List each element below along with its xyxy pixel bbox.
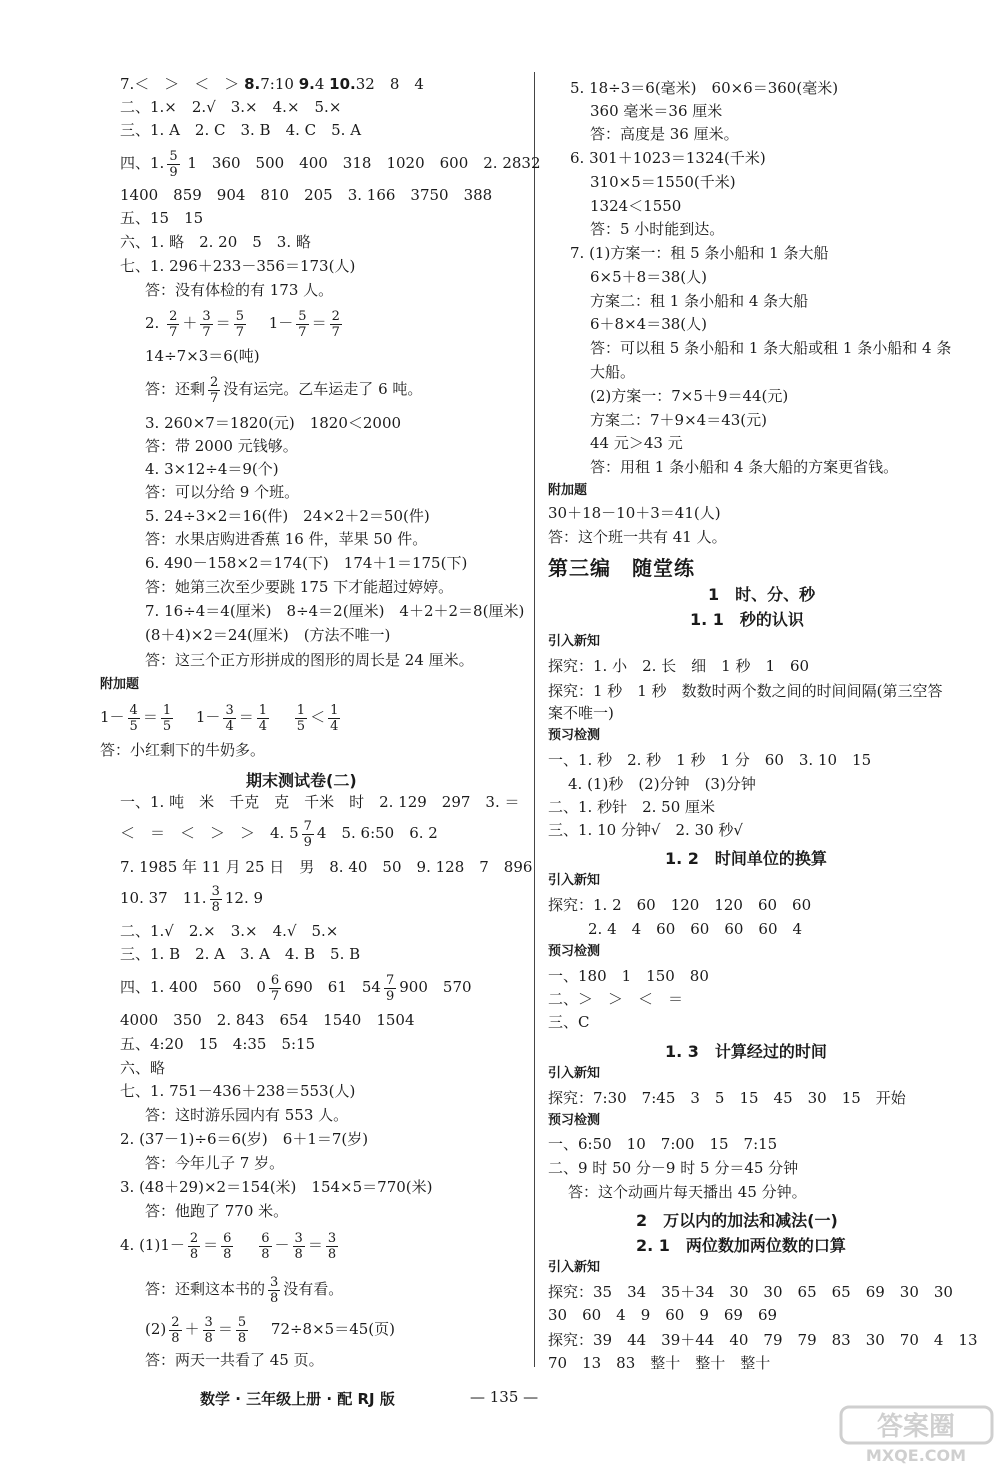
answer-line: 答：这个动画片每天播出 45 分钟。 bbox=[568, 1183, 807, 1201]
answer-line: 7. 16÷4＝4(厘米) 8÷4＝2(厘米) 4＋2＋2＝8(厘米) bbox=[145, 602, 525, 620]
answer-line: 一、180 1 150 80 bbox=[548, 967, 709, 985]
answer-line: 探究：35 34 35＋34 30 30 65 65 69 30 30 bbox=[548, 1283, 953, 1301]
answer-line: 答：她第三次至少要跳 175 下才能超过婷婷。 bbox=[145, 578, 454, 596]
numerator: 5 bbox=[298, 308, 307, 324]
fraction bbox=[330, 309, 342, 340]
answer-line: 7. (1)方案一：租 5 条小船和 1 条大船 bbox=[570, 244, 829, 262]
answer-line: 2. (37－1)÷6＝6(岁) 6＋1＝7(岁) bbox=[120, 1130, 369, 1148]
fraction bbox=[293, 1231, 305, 1262]
fraction bbox=[167, 149, 179, 180]
answer-line: 案不唯一) bbox=[548, 704, 614, 722]
answer-line: 探究：7:30 7:45 3 5 15 45 30 15 开始 bbox=[548, 1089, 906, 1107]
answer-line: 七、1. 296＋233－356＝173(人) bbox=[120, 257, 356, 275]
page-number: — 135 — bbox=[470, 1388, 539, 1406]
answer-line: 答：5 小时能到达。 bbox=[590, 220, 725, 238]
answer-line: 二、＞ ＞ ＜ ＝ bbox=[548, 990, 684, 1008]
fraction bbox=[257, 703, 269, 734]
fraction bbox=[200, 309, 212, 340]
answer-line: 二、1.√ 2.× 3.× 4.√ 5.× bbox=[120, 922, 339, 940]
numerator: 2 bbox=[331, 308, 340, 324]
fraction bbox=[188, 1231, 200, 1262]
text: 四、1. bbox=[120, 154, 165, 172]
text: 4 bbox=[314, 75, 325, 93]
text: 7.＜ ＞ ＜ ＞ bbox=[120, 75, 240, 93]
numerator: 6 bbox=[223, 1230, 232, 1246]
answer-line: 44 元＞43 元 bbox=[590, 434, 683, 452]
numerator: 1 bbox=[296, 702, 306, 718]
numerator: 5 bbox=[237, 1314, 247, 1330]
denominator: 8 bbox=[223, 1246, 232, 1262]
denominator: 7 bbox=[270, 988, 280, 1004]
numerator: 6 bbox=[270, 972, 280, 988]
numerator: 3 bbox=[294, 1230, 303, 1246]
answer-line: 4000 350 2. 843 654 1540 1504 bbox=[120, 1011, 415, 1029]
numerator: 1 bbox=[330, 702, 339, 718]
answer-line: 答：两天一共看了 45 页。 bbox=[145, 1351, 324, 1369]
numerator: 1 bbox=[162, 702, 172, 718]
answer-line bbox=[120, 966, 472, 1008]
section-label: 引入新知 bbox=[548, 873, 601, 888]
answer-line: 1－ $\frac{4}{5}$ ＝ $\frac{1}{5}$ 1－ $\frac{3}{4}$ ＝ $\frac{1}{4}$ $\frac{1}{5}$ ＜ $\frac{1}{4}$ bbox=[100, 702, 339, 734]
denominator: 9 bbox=[303, 834, 312, 850]
fraction bbox=[236, 1315, 248, 1346]
text: 72÷8×5＝45(页) bbox=[270, 1320, 396, 1338]
answer-line: 6. 490－158×2＝174(下) 174＋1＝175(下) bbox=[145, 554, 468, 572]
answer-line: 答：这时游乐园内有 553 人。 bbox=[145, 1106, 349, 1124]
answer-line: 五、15 15 bbox=[120, 209, 204, 227]
answer-line: 六、1. 略 2. 20 5 3. 略 bbox=[120, 233, 311, 251]
answer-line: 7. 1985 年 11 月 25 日 男 8. 40 50 9. 128 7 896 bbox=[120, 858, 533, 876]
text: 没有运完。乙车运走了 6 吨。 bbox=[223, 380, 423, 398]
denominator: 7 bbox=[202, 324, 211, 340]
section-label: 引入新知 bbox=[548, 1066, 601, 1081]
answer-line: 答：小红剩下的牛奶多。 bbox=[100, 741, 266, 759]
text: 690 61 54 bbox=[284, 978, 381, 996]
num: 10. bbox=[329, 75, 356, 93]
answer-line: 310×5＝1550(千米) bbox=[590, 173, 736, 191]
answer-line: 答：高度是 36 厘米。 bbox=[590, 125, 739, 143]
numerator: 3 bbox=[204, 1314, 213, 1330]
answer-line: 五、4:20 15 4:35 5:15 bbox=[120, 1035, 316, 1053]
answer-line: 3. (48＋29)×2＝154(米) 154×5＝770(米) bbox=[120, 1178, 433, 1196]
answer-line: (8＋4)×2＝24(厘米) (方法不唯一) bbox=[145, 626, 391, 644]
denominator: 4 bbox=[225, 718, 234, 734]
answer-line: 答：这个班一共有 41 人。 bbox=[548, 528, 727, 546]
answer-line: 答：他跑了 770 米。 bbox=[145, 1202, 289, 1220]
answer-line: 一、6:50 10 7:00 15 7:15 bbox=[548, 1135, 778, 1153]
answer-line: 答：可以租 5 条小船和 1 条大船或租 1 条小船和 4 条 bbox=[590, 339, 952, 357]
answer-line: 三、C bbox=[548, 1013, 590, 1031]
denominator: 5 bbox=[162, 718, 172, 734]
text: 2. bbox=[145, 314, 160, 332]
section-title: 1. 1 秒的认识 bbox=[690, 610, 804, 629]
text: 4. (1)1－ bbox=[120, 1236, 185, 1254]
denominator: 8 bbox=[189, 1246, 199, 1262]
answer-line bbox=[120, 74, 424, 94]
answer-line: 方案二：租 1 条小船和 4 条大船 bbox=[590, 292, 809, 310]
answer-line: 4. 3×12÷4＝9(个) bbox=[145, 460, 279, 478]
section-title: 2. 1 两位数加两位数的口算 bbox=[636, 1236, 846, 1255]
fraction bbox=[210, 884, 222, 915]
answer-line: 30 60 4 9 60 9 69 69 bbox=[548, 1306, 778, 1324]
answer-line: 答：这三个正方形拼成的图形的周长是 24 厘米。 bbox=[145, 651, 474, 669]
denominator: 7 bbox=[210, 390, 219, 406]
answer-line: 二、9 时 50 分－9 时 5 分＝45 分钟 bbox=[548, 1159, 799, 1177]
fraction bbox=[167, 309, 179, 340]
answer-line: 30＋18－10＋3＝41(人) bbox=[548, 504, 721, 522]
answer-line: 6＋8×4＝38(人) bbox=[590, 315, 707, 333]
denominator: 7 bbox=[235, 324, 244, 340]
num: 9. bbox=[298, 75, 315, 93]
answer-line: 探究：39 44 39＋44 40 79 79 83 30 70 4 13 bbox=[548, 1331, 978, 1349]
text: (2) bbox=[145, 1320, 167, 1338]
denominator: 5 bbox=[296, 718, 306, 734]
denominator: 8 bbox=[204, 1330, 213, 1346]
answer-line: 360 毫米＝36 厘米 bbox=[590, 102, 723, 120]
section-label: 预习检测 bbox=[548, 1113, 601, 1128]
answer-line: 5. 24÷3×2＝16(件) 24×2＋2＝50(件) bbox=[145, 507, 430, 525]
numerator: 5 bbox=[235, 308, 244, 324]
fraction bbox=[221, 1231, 233, 1262]
denominator: 5 bbox=[129, 718, 138, 734]
denominator: 7 bbox=[169, 324, 178, 340]
fraction bbox=[328, 703, 340, 734]
fraction bbox=[326, 1231, 338, 1262]
answer-line: 一、1. 吨 米 千克 克 千米 时 2. 129 297 3. ＝ bbox=[120, 793, 520, 811]
fraction bbox=[259, 1231, 271, 1262]
numerator: 2 bbox=[169, 308, 178, 324]
text: 答：还剩 bbox=[145, 380, 206, 398]
numerator: 5 bbox=[169, 148, 178, 164]
answer-line: 一、1. 秒 2. 秒 1 秒 1 分 60 3. 10 15 bbox=[548, 751, 872, 769]
watermark-url: MXQE.COM bbox=[865, 1446, 967, 1465]
numerator: 4 bbox=[129, 702, 138, 718]
section-title: 期末测试卷(二) bbox=[246, 771, 357, 790]
section-label: 引入新知 bbox=[548, 1260, 601, 1275]
fraction bbox=[296, 309, 308, 340]
fraction bbox=[161, 703, 173, 734]
answer-line: 1400 859 904 810 205 3. 166 3750 388 bbox=[120, 186, 493, 204]
text: ＜ ＝ ＜ ＞ ＞ 4. 5 bbox=[120, 824, 299, 842]
section-label: 附加题 bbox=[100, 677, 140, 692]
answer-line: 三、1. A 2. C 3. B 4. C 5. A bbox=[120, 121, 362, 139]
denominator: 8 bbox=[237, 1330, 247, 1346]
answer-line: (2)方案一：7×5＋9＝44(元) bbox=[590, 387, 789, 405]
numerator: 3 bbox=[202, 308, 211, 324]
column-divider bbox=[534, 72, 535, 1367]
part-title: 第三编 随堂练 bbox=[548, 556, 695, 580]
chapter-title: 1 时、分、秒 bbox=[708, 585, 816, 604]
text: 12. 9 bbox=[224, 889, 264, 907]
numerator: 1 bbox=[258, 702, 268, 718]
denominator: 8 bbox=[327, 1246, 337, 1262]
denominator: 4 bbox=[330, 718, 339, 734]
text: 900 570 bbox=[399, 978, 472, 996]
answer-line: 二、1. 秒针 2. 50 厘米 bbox=[548, 798, 716, 816]
numerator: 3 bbox=[327, 1230, 337, 1246]
fraction bbox=[295, 703, 307, 734]
fraction bbox=[223, 703, 235, 734]
section-title: 1. 2 时间单位的换算 bbox=[665, 849, 827, 868]
fraction bbox=[234, 309, 246, 340]
watermark-text: 答案圈 bbox=[876, 1412, 956, 1442]
answer-line: 70 13 83 整十 整十 整十 bbox=[548, 1354, 771, 1372]
answer-line: 三、1. B 2. A 3. A 4. B 5. B bbox=[120, 945, 361, 963]
denominator: 9 bbox=[169, 164, 178, 180]
fraction bbox=[268, 1275, 280, 1306]
answer-line: 答：带 2000 元钱够。 bbox=[145, 437, 298, 455]
answer-line: 七、1. 751－436＋238＝553(人) bbox=[120, 1082, 356, 1100]
denominator: 8 bbox=[294, 1246, 303, 1262]
fraction bbox=[128, 703, 140, 734]
answer-line: 探究：1 秒 1 秒 数数时两个数之间的时间间隔(第三空答 bbox=[548, 682, 943, 700]
answer-line: 三、1. 10 分钟√ 2. 30 秒√ bbox=[548, 821, 743, 839]
answer-line bbox=[145, 368, 422, 410]
answer-line: 5. 18÷3＝6(毫米) 60×6＝360(毫米) bbox=[570, 79, 839, 97]
footer-book-info: 数学 · 三年级上册 · 配 RJ 版 bbox=[200, 1390, 395, 1408]
numerator: 7 bbox=[385, 972, 395, 988]
numerator: 2 bbox=[171, 1314, 180, 1330]
text: 没有看。 bbox=[283, 1280, 344, 1298]
answer-line: 2. 4 4 60 60 60 60 4 bbox=[588, 920, 803, 938]
answer-line bbox=[145, 1268, 343, 1310]
section-label: 预习检测 bbox=[548, 944, 601, 959]
answer-line: 探究：1. 2 60 120 120 60 60 bbox=[548, 896, 812, 914]
fraction bbox=[302, 819, 314, 850]
numerator: 3 bbox=[270, 1274, 279, 1290]
denominator: 7 bbox=[298, 324, 307, 340]
numerator: 2 bbox=[189, 1230, 199, 1246]
numerator: 6 bbox=[261, 1230, 270, 1246]
answer-line: 6. 301＋1023＝1324(千米) bbox=[570, 149, 766, 167]
section-label: 预习检测 bbox=[548, 728, 601, 743]
answer-line: 4. (1)秒 (2)分钟 (3)分钟 bbox=[568, 775, 756, 793]
answer-line: 14÷7×3＝6(吨) bbox=[145, 347, 260, 365]
denominator: 8 bbox=[211, 899, 220, 915]
numerator: 7 bbox=[303, 818, 312, 834]
answer-line: (2) $\frac{2}{8}$ ＋ $\frac{3}{8}$ ＝ $\frac{5}{8}$ 72÷8×5＝45(页) bbox=[145, 1314, 396, 1346]
answer-line: 方案二：7＋9×4＝43(元) bbox=[590, 411, 767, 429]
text: 四、1. 400 560 0 bbox=[120, 978, 266, 996]
section-title: 1. 3 计算经过的时间 bbox=[665, 1042, 827, 1061]
section-label: 引入新知 bbox=[548, 634, 601, 649]
text: 1 360 500 400 318 1020 600 2. 2832 bbox=[187, 154, 541, 172]
answer-line bbox=[120, 142, 541, 184]
numerator: 3 bbox=[211, 883, 220, 899]
answer-line: 6×5＋8＝38(人) bbox=[590, 268, 707, 286]
fraction bbox=[384, 973, 396, 1004]
fraction bbox=[203, 1315, 215, 1346]
denominator: 9 bbox=[385, 988, 395, 1004]
watermark-logo bbox=[839, 1405, 994, 1465]
answer-line: 3. 260×7＝1820(元) 1820＜2000 bbox=[145, 414, 402, 432]
numerator: 3 bbox=[225, 702, 234, 718]
fraction bbox=[208, 375, 220, 406]
answer-line: 答：没有体检的有 173 人。 bbox=[145, 281, 334, 299]
answer-line: 2. $\frac{2}{7}$ ＋ $\frac{3}{7}$ ＝ $\frac{5}{7}$ 1－ $\frac{5}{7}$ ＝ $\frac{2}{7}$ bbox=[145, 308, 340, 340]
answer-line: 答：水果店购进香蕉 16 件，苹果 50 件。 bbox=[145, 530, 428, 548]
denominator: 8 bbox=[261, 1246, 270, 1262]
answer-line: 答：今年儿子 7 岁。 bbox=[145, 1154, 285, 1172]
answer-line: 答：用租 1 条小船和 4 条大船的方案更省钱。 bbox=[590, 458, 899, 476]
numerator: 2 bbox=[210, 374, 219, 390]
section-label: 附加题 bbox=[548, 483, 588, 498]
text: 7:10 bbox=[260, 75, 294, 93]
right-column bbox=[538, 0, 1000, 1471]
answer-line: 六、略 bbox=[120, 1059, 166, 1077]
fraction bbox=[169, 1315, 181, 1346]
denominator: 7 bbox=[331, 324, 340, 340]
answer-line: 探究：1. 小 2. 长 细 1 秒 1 60 bbox=[548, 657, 810, 675]
text: 答：还剩这本书的 bbox=[145, 1280, 266, 1298]
text: 10. 37 11. bbox=[120, 889, 207, 907]
denominator: 8 bbox=[171, 1330, 180, 1346]
denominator: 4 bbox=[258, 718, 268, 734]
answer-line: 4. (1)1－ $\frac{2}{8}$ ＝ $\frac{6}{8}$ $\frac{6}{8}$ － $\frac{3}{8}$ ＝ $\frac{3}{8}$ bbox=[120, 1230, 337, 1262]
answer-line: 答：可以分给 9 个班。 bbox=[145, 483, 300, 501]
text: 32 8 4 bbox=[355, 75, 424, 93]
chapter-title: 2 万以内的加法和减法(一) bbox=[636, 1211, 838, 1230]
fraction bbox=[269, 973, 281, 1004]
answer-line bbox=[120, 877, 263, 919]
answer-line: 二、1.× 2.√ 3.× 4.× 5.× bbox=[120, 98, 342, 116]
text: 4 5. 6:50 6. 2 bbox=[316, 824, 438, 842]
num: 8. bbox=[244, 75, 261, 93]
answer-line bbox=[120, 812, 438, 854]
answer-line: 1324＜1550 bbox=[590, 197, 682, 215]
denominator: 8 bbox=[270, 1290, 279, 1306]
answer-line: 大船。 bbox=[590, 363, 636, 381]
